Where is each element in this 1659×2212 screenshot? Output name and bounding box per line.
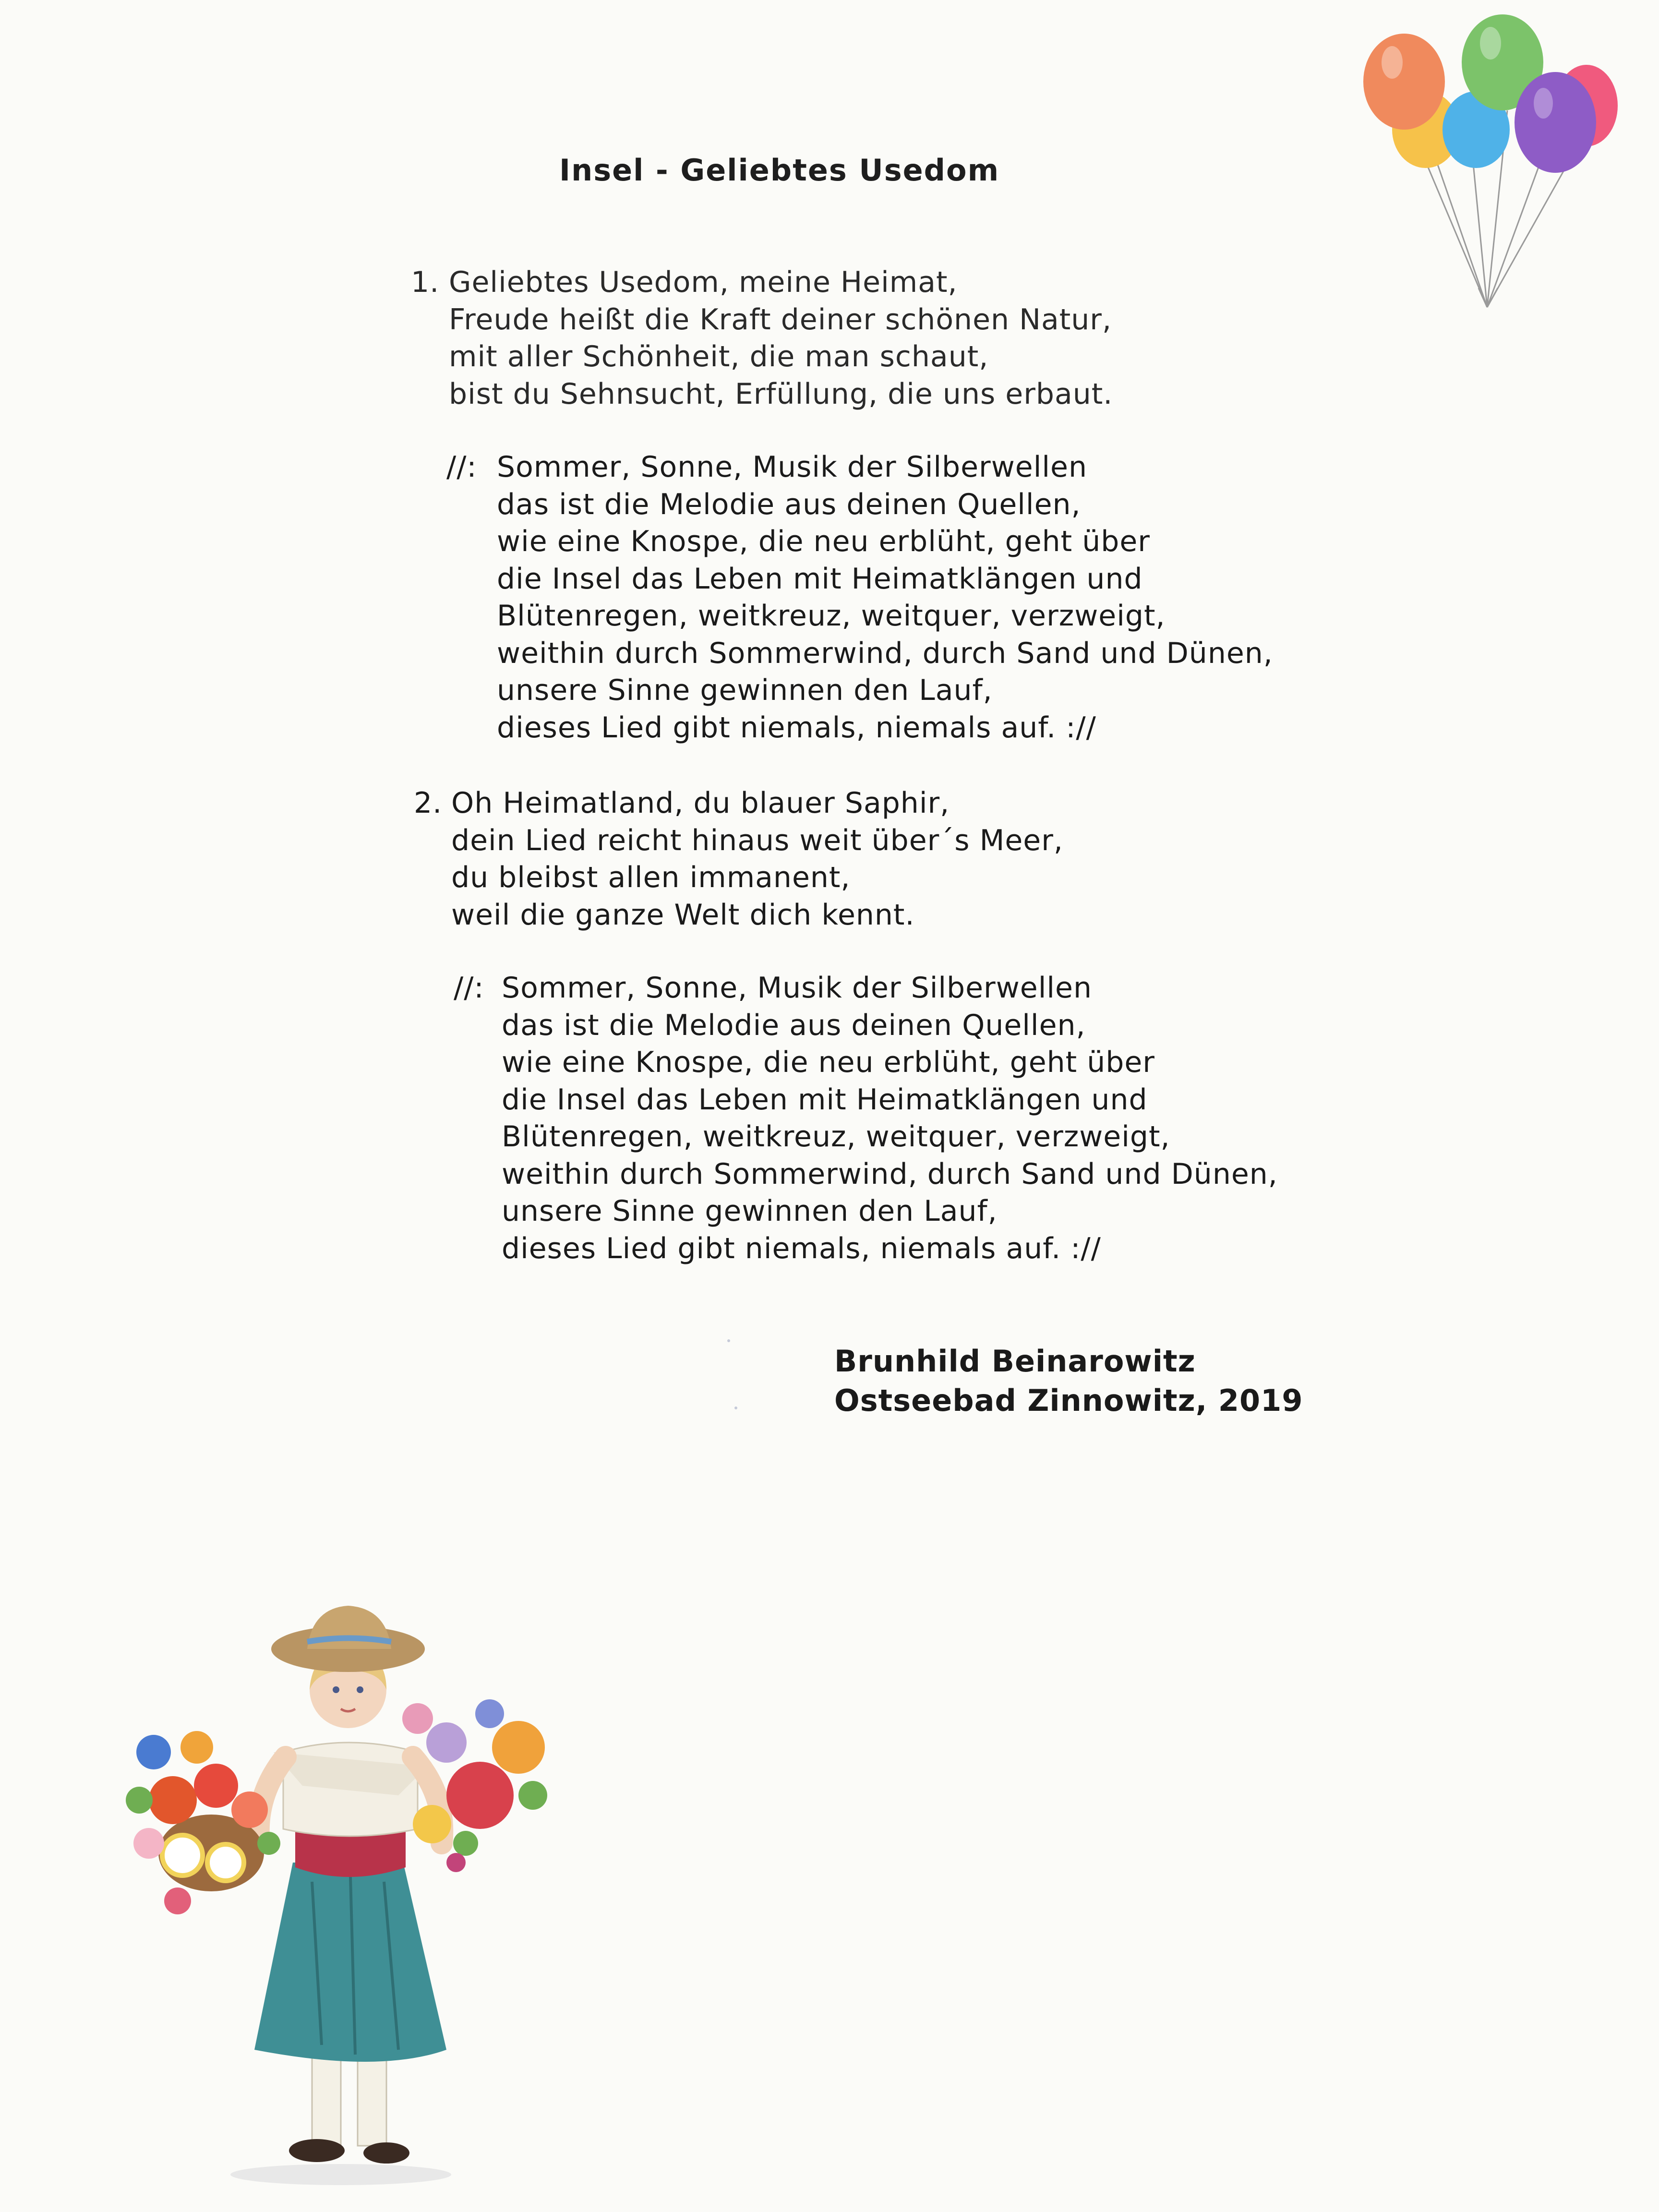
signature [834, 1342, 1303, 1420]
verse-line: dein Lied reicht hinaus weit über´s Meer, [451, 823, 1063, 857]
refrain-line: die Insel das Leben mit Heimatklängen und [502, 1082, 1148, 1117]
refrain-line: Blütenregen, weitkreuz, weitquer, verzweigt, [502, 1120, 1170, 1154]
repeat-mark: //: [446, 450, 477, 484]
verse-line: Geliebtes Usedom, meine Heimat, [449, 265, 958, 299]
verse-line: bist du Sehnsucht, Erfüllung, die uns erbaut. [449, 377, 1113, 411]
song-title: Insel - Geliebtes Usedom [559, 153, 1000, 188]
refrain-line: Sommer, Sonne, Musik der Silberwellen [497, 450, 1087, 484]
speck [727, 1339, 730, 1342]
verse-line: Oh Heimatland, du blauer Saphir, [451, 786, 950, 820]
verse-line: Freude heißt die Kraft deiner schönen Natur, [449, 302, 1112, 337]
place-year: Ostseebad Zinnowitz, 2019 [834, 1383, 1303, 1418]
verse-line: mit aller Schönheit, die man schaut, [449, 340, 989, 373]
refrain-line: Sommer, Sonne, Musik der Silberwellen [502, 971, 1092, 1005]
refrain-line: Blütenregen, weitkreuz, weitquer, verzweigt, [497, 599, 1166, 633]
speck [734, 1407, 737, 1409]
refrain-line: unsere Sinne gewinnen den Lauf, [497, 673, 993, 707]
refrain-line: dieses Lied gibt niemals, niemals auf. :// [497, 710, 1096, 745]
verse-number: 1. [411, 265, 440, 299]
verse-line: du bleibst allen immanent, [451, 861, 851, 894]
refrain-line: die Insel das Leben mit Heimatklängen und [497, 562, 1143, 596]
refrain-line: das ist die Melodie aus deinen Quellen, [497, 487, 1081, 521]
refrain-line: wie eine Knospe, die neu erblüht, geht über [502, 1046, 1155, 1079]
refrain-line: weithin durch Sommerwind, durch Sand und Dünen, [502, 1157, 1278, 1191]
refrain-line: wie eine Knospe, die neu erblüht, geht über [497, 525, 1150, 558]
author-name: Brunhild Beinarowitz [834, 1344, 1196, 1379]
balloons-icon [1358, 10, 1627, 326]
verse-line: weil die ganze Welt dich kennt. [451, 898, 915, 932]
repeat-mark: //: [454, 971, 484, 1005]
refrain-line: das ist die Melodie aus deinen Quellen, [502, 1008, 1086, 1042]
girl-with-flowers-image [110, 1594, 571, 2189]
refrain-line: dieses Lied gibt niemals, niemals auf. :// [502, 1231, 1101, 1265]
refrain-line: weithin durch Sommerwind, durch Sand und Dünen, [497, 636, 1273, 670]
verse-number: 2. [414, 786, 443, 820]
refrain-line: unsere Sinne gewinnen den Lauf, [502, 1194, 998, 1228]
